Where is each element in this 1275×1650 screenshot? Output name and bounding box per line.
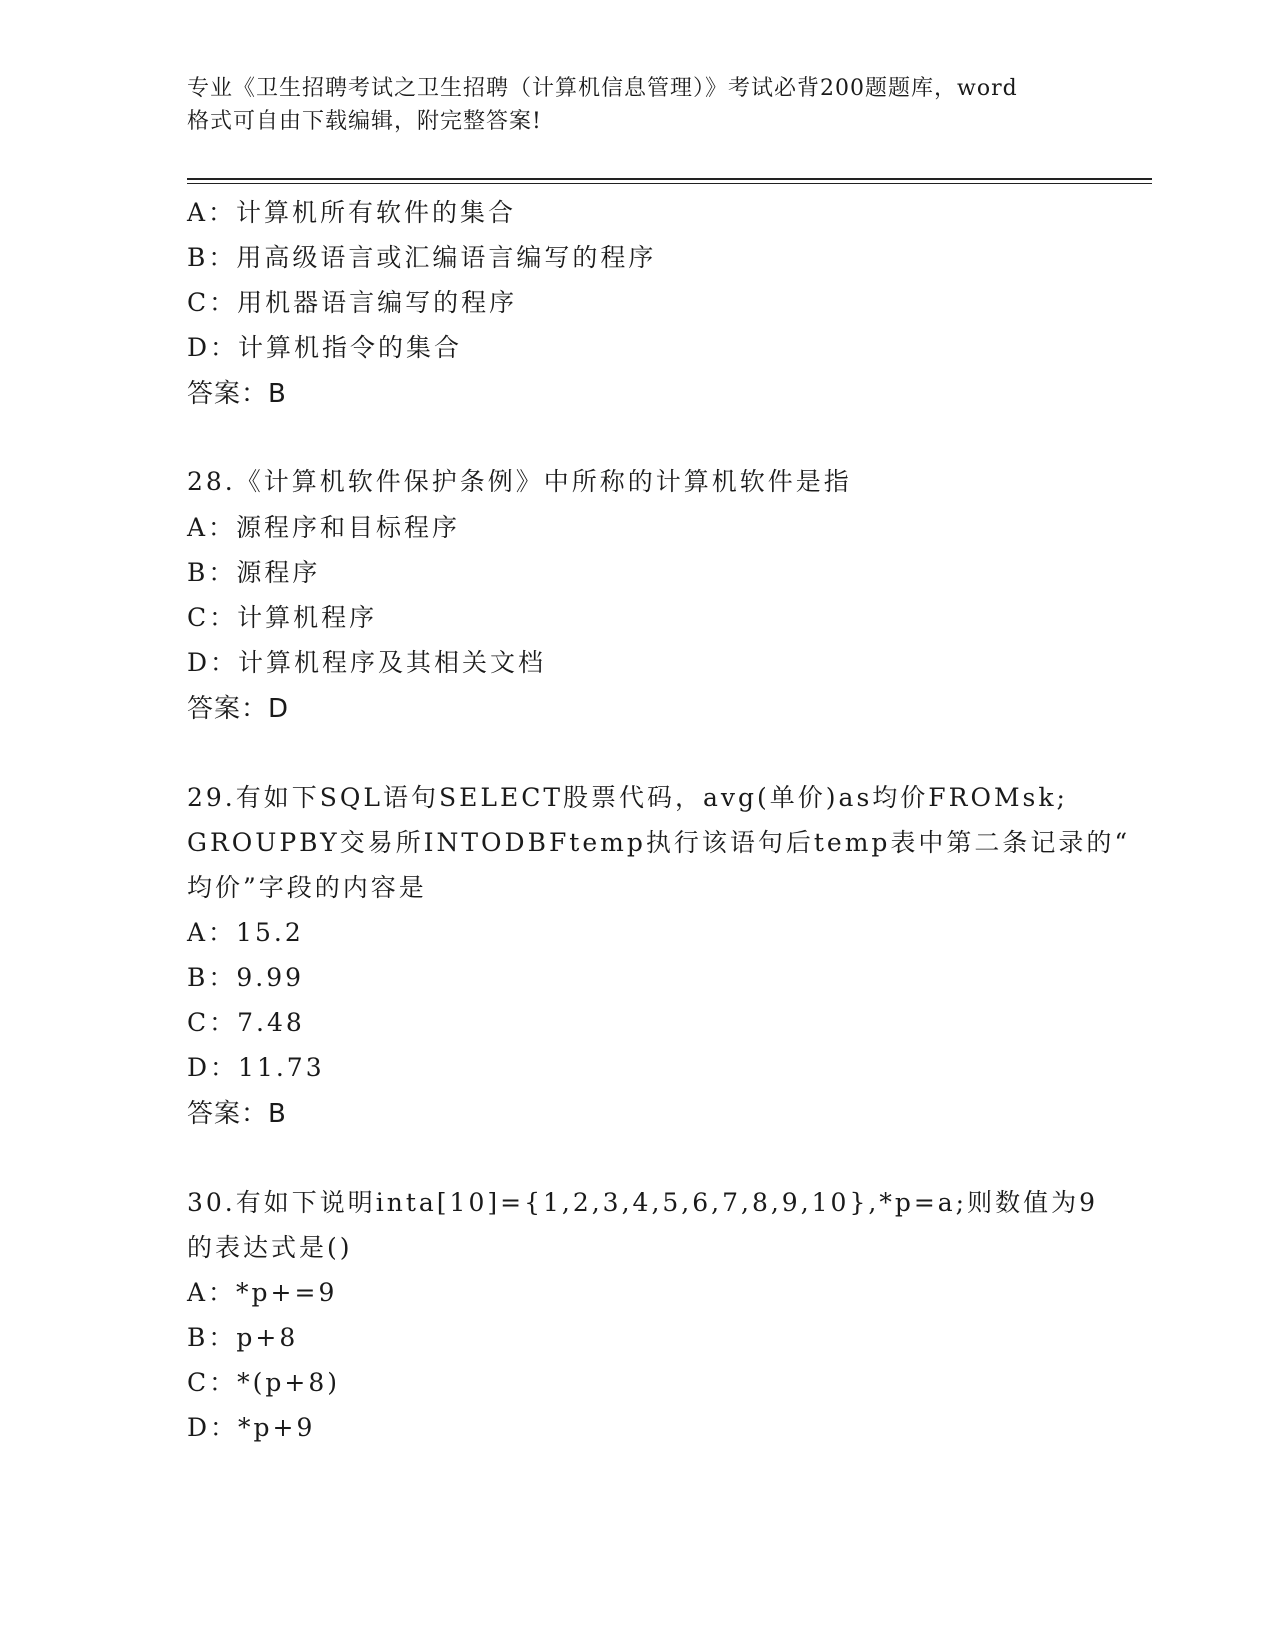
header-title-line-1: 专业《卫生招聘考试之卫生招聘（计算机信息管理）》考试必背200题题库，word bbox=[187, 76, 1018, 101]
q29-stem-line-3: 均价”字段的内容是 bbox=[187, 873, 427, 902]
q27-answer: 答案：B bbox=[187, 379, 287, 409]
q27-option-c: C：用机器语言编写的程序 bbox=[187, 288, 518, 317]
header-title-line-2: 格式可自由下载编辑，附完整答案! bbox=[187, 109, 542, 134]
q29-option-d: D：11.73 bbox=[187, 1053, 325, 1082]
q30-option-b: B：p+8 bbox=[187, 1323, 299, 1352]
header-divider-thin bbox=[187, 183, 1152, 184]
q29-stem-line-2: GROUPBY交易所INTODBFtemp执行该语句后temp表中第二条记录的“ bbox=[187, 828, 1131, 857]
q30-option-d: D：*p+9 bbox=[187, 1413, 316, 1442]
q30-option-a: A：*p+=9 bbox=[187, 1278, 338, 1307]
q28-option-a: A：源程序和目标程序 bbox=[187, 513, 461, 542]
q28-stem: 28.《计算机软件保护条例》中所称的计算机软件是指 bbox=[187, 467, 852, 496]
q28-option-b: B：源程序 bbox=[187, 558, 321, 587]
q29-option-b: B：9.99 bbox=[187, 963, 305, 992]
q29-answer: 答案：B bbox=[187, 1099, 287, 1129]
q30-option-c: C：*(p+8) bbox=[187, 1368, 340, 1397]
q30-stem-line-1: 30.有如下说明inta[10]={1,2,3,4,5,6,7,8,9,10},*p=a;则数值为9 bbox=[187, 1188, 1098, 1217]
q27-option-b: B：用高级语言或汇编语言编写的程序 bbox=[187, 243, 657, 272]
q28-option-d: D：计算机程序及其相关文档 bbox=[187, 648, 547, 677]
q30-stem-line-2: 的表达式是() bbox=[187, 1233, 353, 1262]
q28-option-c: C：计算机程序 bbox=[187, 603, 378, 632]
q29-option-a: A：15.2 bbox=[187, 918, 304, 947]
q28-answer: 答案：D bbox=[187, 694, 290, 724]
document-header bbox=[187, 72, 1087, 138]
q29-option-c: C：7.48 bbox=[187, 1008, 305, 1037]
q29-stem-line-1: 29.有如下SQL语句SELECT股票代码，avg(单价)as均价FROMsk; bbox=[187, 783, 1068, 812]
q27-option-a: A：计算机所有软件的集合 bbox=[187, 198, 517, 227]
q27-option-d: D：计算机指令的集合 bbox=[187, 333, 463, 362]
header-divider-thick bbox=[187, 178, 1152, 180]
